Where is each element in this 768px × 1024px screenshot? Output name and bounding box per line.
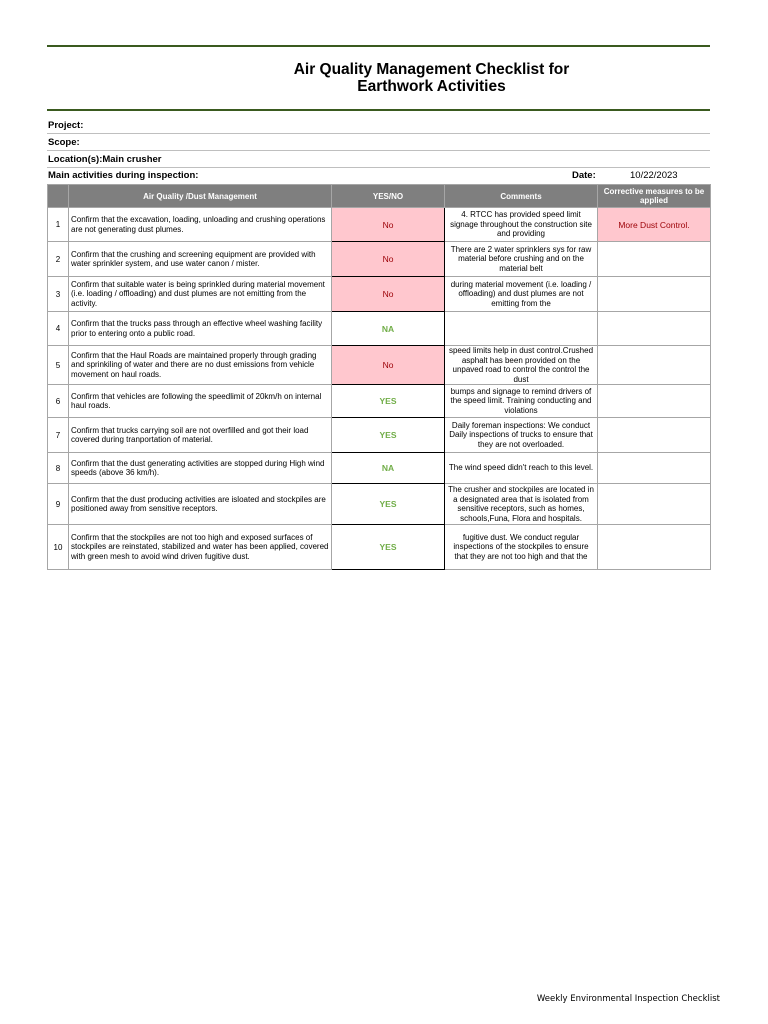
comment-cell[interactable]: bumps and signage to remind drivers of the speed limit. Training conducting and violations — [445, 385, 598, 418]
answer-cell[interactable]: YES — [332, 484, 445, 525]
answer-cell[interactable]: No — [332, 346, 445, 385]
row-number: 10 — [48, 525, 69, 570]
answer-cell[interactable]: NA — [332, 453, 445, 484]
page-title-line2: Earthwork Activities — [357, 78, 506, 95]
corrective-cell[interactable]: More Dust Control. — [598, 208, 711, 242]
row-number: 1 — [48, 208, 69, 242]
corrective-cell[interactable] — [598, 525, 711, 570]
checklist-item: Confirm that the Haul Roads are maintained properly through grading and sprinkiling of water and there are no dust emissions from vehicle movement on haul roads. — [69, 346, 332, 385]
row-number: 7 — [48, 418, 69, 453]
row-number: 4 — [48, 312, 69, 346]
page-title-line1: Air Quality Management Checklist for — [293, 61, 570, 78]
corrective-cell[interactable] — [598, 484, 711, 525]
scope-field[interactable]: Scope: — [47, 135, 710, 151]
corrective-cell[interactable] — [598, 277, 711, 312]
comment-cell[interactable]: There are 2 water sprinklers sys for raw material before crushing and on the material belt — [445, 242, 598, 277]
date-label: Date: — [572, 170, 596, 181]
answer-cell[interactable]: No — [332, 242, 445, 277]
checklist-item: Confirm that vehicles are following the speedlimit of 20km/h on internal haul roads. — [69, 385, 332, 418]
table-row — [48, 525, 711, 570]
answer-cell[interactable]: NA — [332, 312, 445, 346]
answer-cell[interactable]: No — [332, 208, 445, 242]
date-value[interactable]: 10/22/2023 — [630, 170, 678, 181]
corrective-cell[interactable] — [598, 346, 711, 385]
table-row — [48, 453, 711, 484]
comment-cell[interactable] — [445, 312, 598, 346]
checklist-item: Confirm that suitable water is being sprinkled during material movement (i.e. loading / offloading) and dust plumes are not emitting from the activity. — [69, 277, 332, 312]
header-number — [48, 185, 69, 208]
checklist-item: Confirm that the dust generating activities are stopped during High wind speeds (above 36 km/h). — [69, 453, 332, 484]
header-comments: Comments — [445, 185, 598, 208]
row-number: 8 — [48, 453, 69, 484]
answer-cell[interactable]: YES — [332, 418, 445, 453]
table-row — [48, 208, 711, 242]
checklist-item: Confirm that the trucks pass through an effective wheel washing facility prior to entering onto a public road. — [69, 312, 332, 346]
checklist-table — [47, 184, 711, 570]
location-field[interactable]: Location(s):Main crusher — [47, 152, 710, 168]
checklist-item: Confirm that the stockpiles are not too high and exposed surfaces of stockpiles are reinstated, stabilized and water has been applied, covered with green mesh to avoid wind driven fugitive dust. — [69, 525, 332, 570]
comment-cell[interactable]: Daily foreman inspections: We conduct Daily inspections of trucks to ensure that they are not overloaded. — [445, 418, 598, 453]
answer-cell[interactable]: YES — [332, 385, 445, 418]
project-field[interactable]: Project: — [47, 118, 710, 134]
comment-cell[interactable]: The wind speed didn't reach to this level. — [445, 453, 598, 484]
table-header-row — [48, 185, 711, 208]
header-yesno: YES/NO — [332, 185, 445, 208]
table-row — [48, 242, 711, 277]
row-number: 3 — [48, 277, 69, 312]
header-item: Air Quality /Dust Management — [69, 185, 332, 208]
footer-text: Weekly Environmental Inspection Checklist — [536, 994, 720, 1004]
header-corrective: Corrective measures to be applied — [598, 185, 711, 208]
table-row — [48, 277, 711, 312]
comment-cell[interactable]: 4. RTCC has provided speed limit signage throughout the construction site and providing — [445, 208, 598, 242]
comment-cell[interactable]: fugitive dust. We conduct regular inspections of the stockpiles to ensure that they are not too high and that the — [445, 525, 598, 570]
answer-cell[interactable]: No — [332, 277, 445, 312]
corrective-cell[interactable] — [598, 418, 711, 453]
checklist-item: Confirm that the dust producing activities are isloated and stockpiles are positioned away from sensitive receptors. — [69, 484, 332, 525]
corrective-cell[interactable] — [598, 453, 711, 484]
corrective-cell[interactable] — [598, 385, 711, 418]
comment-cell[interactable]: speed limits help in dust control.Crushed asphalt has been provided on the unpaved road to control the control the dust — [445, 346, 598, 385]
table-row — [48, 312, 711, 346]
row-number: 2 — [48, 242, 69, 277]
checklist-item: Confirm that the excavation, loading, unloading and crushing operations are not generating dust plumes. — [69, 208, 332, 242]
row-number: 9 — [48, 484, 69, 525]
row-number: 6 — [48, 385, 69, 418]
comment-cell[interactable]: The crusher and stockpiles are located in a designated area that is isolated from sensitive receptors, such as homes, schools,Funa, Flora and hospitals. — [445, 484, 598, 525]
table-row — [48, 484, 711, 525]
row-number: 5 — [48, 346, 69, 385]
title-bottom-rule — [47, 109, 710, 111]
checklist-item: Confirm that trucks carrying soil are not overfilled and got their load covered during tranportation of material. — [69, 418, 332, 453]
main-activities-field[interactable]: Main activities during inspection: — [48, 170, 199, 181]
comment-cell[interactable]: during material movement (i.e. loading / offloading) and dust plumes are not emitting from the — [445, 277, 598, 312]
top-rule — [47, 45, 710, 47]
corrective-cell[interactable] — [598, 312, 711, 346]
table-row — [48, 346, 711, 385]
corrective-cell[interactable] — [598, 242, 711, 277]
table-row — [48, 385, 711, 418]
answer-cell[interactable]: YES — [332, 525, 445, 570]
table-row — [48, 418, 711, 453]
checklist-item: Confirm that the crushing and screening equipment are provided with water sprinkler system, and use water canon / mister. — [69, 242, 332, 277]
